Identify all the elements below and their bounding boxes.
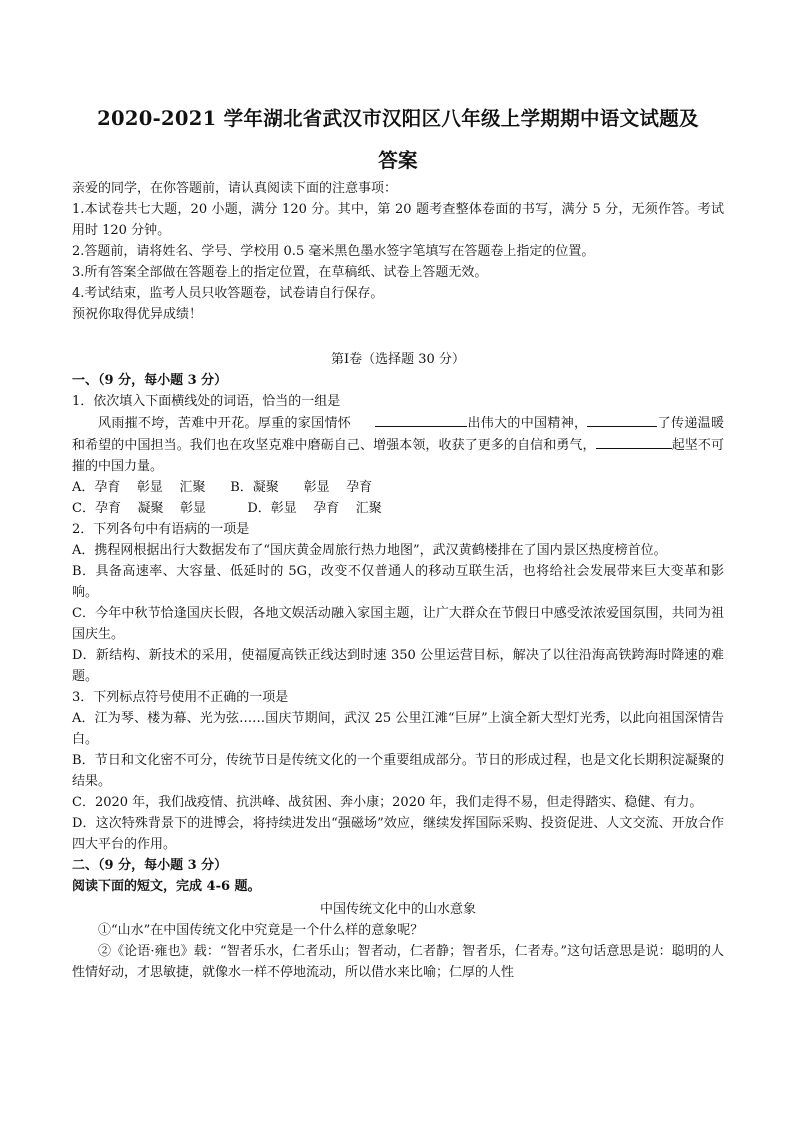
passage-part-b: 出伟大的中国精神， xyxy=(467,416,588,431)
fill-blank-2 xyxy=(587,412,657,427)
passage-part-d: 起坚不可摧的中国力量。 xyxy=(72,438,724,474)
notice-item-2: 2.答题前，请将姓名、学号、学校用 0.5 毫米黑色墨水签字笔填写在答题卷上指定的位置。 xyxy=(72,244,595,259)
article-paragraph-1: ①“山水”在中国传统文化中究竟是一个什么样的意象呢？ xyxy=(98,923,424,938)
article-paragraph-2: ②《论语·雍也》载：“智者乐水，仁者乐山；智者动，仁者静；智者乐，仁者寿。”这句话意思是说：聪明的人性情好动，才思敏捷，就像水一样不停地流动，所以借水来比喻；仁厚的人性 xyxy=(72,944,724,980)
notice-item-1: 1.本试卷共七大题，20 小题，满分 120 分。其中，第 20 题考查整体卷面的书写，满分 5 分，无须作答。考试用时 120 分钟。 xyxy=(72,202,724,238)
question-3-option-a: A．江为琴、楼为幕、光为弦……国庆节期间，武汉 25 公里江滩“巨屏”上演全新大型灯光秀，以此向祖国深情告白。 xyxy=(72,711,724,747)
passage-part-a: 风雨摧不垮，苦难中开花。厚重的家国情怀 xyxy=(98,416,352,431)
article-title: 中国传统文化中的山水意象 xyxy=(319,902,476,917)
notice-wish: 预祝你取得优异成绩！ xyxy=(72,307,203,322)
question-3-option-c: C．2020 年，我们战疫情、抗洪峰、战贫困、奔小康；2020 年，我们走得不易，但走得踏实、稳健、有力。 xyxy=(72,795,703,810)
notice-greeting: 亲爱的同学，在你答题前，请认真阅读下面的注意事项： xyxy=(72,181,398,196)
question-1 xyxy=(72,391,724,519)
question-2-option-a: A．携程网根据出行大数据发布了“国庆黄金周旅行热力地图”，武汉黄鹤楼排在了国内景区热度榜首位。 xyxy=(72,543,667,558)
question-3-option-b: B．节日和文化密不可分，传统节日是传统文化的一个重要组成部分。节日的形成过程，也是文化长期积淀凝聚的结果。 xyxy=(72,753,724,789)
question-1-stem: 1．依次填入下面横线处的词语，恰当的一组是 xyxy=(72,394,341,409)
exam-page xyxy=(72,0,724,983)
question-2-stem: 2．下列各句中有语病的一项是 xyxy=(72,522,250,537)
question-1-options-row-2: C．孕育 凝聚 彰显 D．彰显 孕育 汇聚 xyxy=(72,501,382,516)
question-3-stem: 3．下列标点符号使用不正确的一项是 xyxy=(72,690,289,705)
question-3-option-d: D．这次特殊背景下的进博会，将持续进发出“强磁场”效应，继续发挥国际采购、投资促进、人文交流、开放合作四大平台的作用。 xyxy=(72,816,724,852)
question-1-passage xyxy=(72,412,724,477)
question-2-option-c: C．今年中秋节恰逢国庆长假，各地文娱活动融入家国主题，让广大群众在节假日中感受浓浓爱国氛围，共同为祖国庆生。 xyxy=(72,606,724,642)
notice-item-3: 3.所有答案全部做在答题卷上的指定位置，在草稿纸、试卷上答题无效。 xyxy=(72,265,488,280)
volume-header: 第Ⅰ卷（选择题 30 分） xyxy=(331,352,465,367)
question-2-option-d: D．新结构、新技术的采用，使福厦高铁正线达到时速 350 公里运营目标，解决了以往沿海高铁跨海时降速的难题。 xyxy=(72,648,724,684)
section-2-instruction: 阅读下面的短文，完成 4-6 题。 xyxy=(72,879,261,894)
fill-blank-3 xyxy=(596,434,672,449)
question-1-options-row-1: A．孕育 彰显 汇聚 B．凝聚 彰显 孕育 xyxy=(72,480,373,495)
notice-section xyxy=(72,178,724,325)
fill-blank-1 xyxy=(375,412,467,427)
title-line-2: 答案 xyxy=(378,149,418,172)
passage-part-c: 了传递温暖和希望的中国担当。我们也在攻坚克难中磨砺自己、增强本领，收获了更多的自信和勇气， xyxy=(72,416,724,453)
section-1-heading: 一、（9 分，每小题 3 分） xyxy=(72,373,228,388)
question-2-option-b: B．具备高速率、大容量、低延时的 5G，改变不仅普通人的移动互联生活，也将给社会发展带来巨大变革和影响。 xyxy=(72,564,724,600)
question-2 xyxy=(72,519,724,687)
title-line-1: 2020-2021 学年湖北省武汉市汉阳区八年级上学期期中语文试题及 xyxy=(97,107,699,130)
question-3 xyxy=(72,687,724,855)
document-title xyxy=(72,98,724,182)
notice-item-4: 4.考试结束，监考人员只收答题卷，试卷请自行保存。 xyxy=(72,286,384,301)
section-2-heading: 二、（9 分，每小题 3 分） xyxy=(72,858,228,873)
